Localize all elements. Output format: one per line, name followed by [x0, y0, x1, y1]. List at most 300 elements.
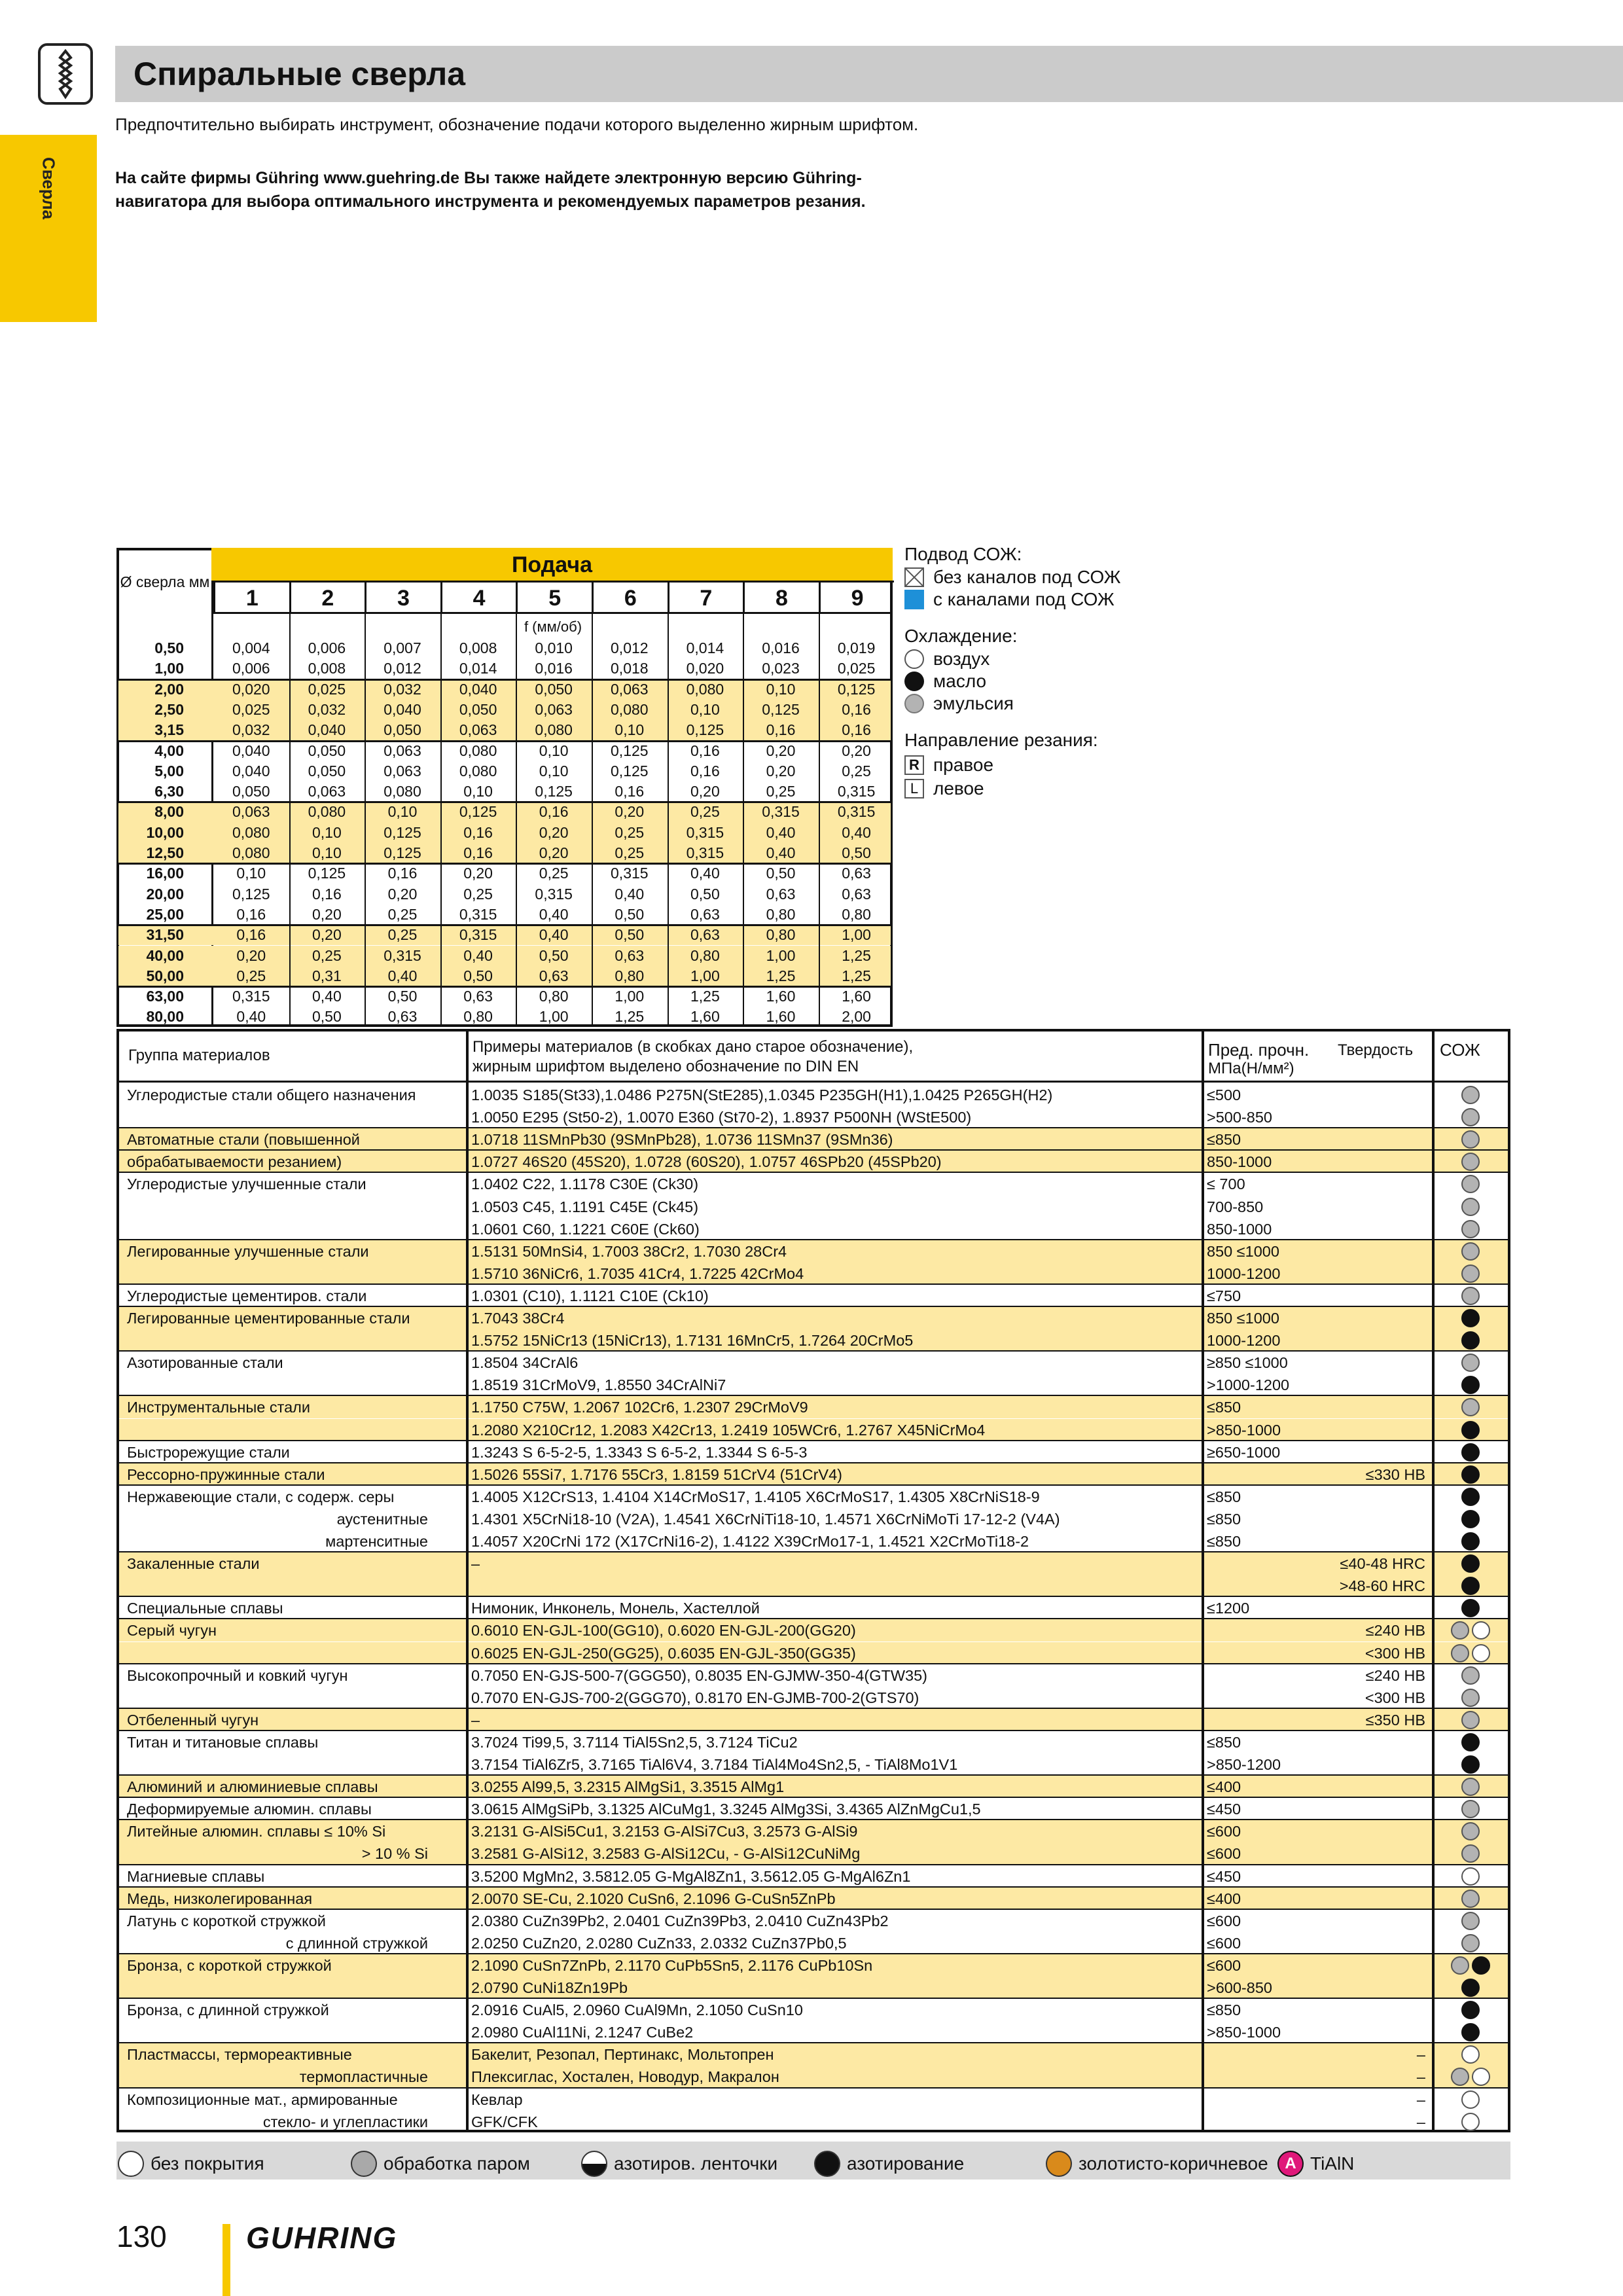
feed-row — [118, 741, 891, 761]
material-group: Легированные цементированные стали — [127, 1310, 410, 1327]
feed-column-number: 3 — [365, 581, 440, 612]
feed-value: 0,125 — [686, 721, 724, 739]
feed-column-number: 5 — [516, 581, 592, 612]
feed-group-line — [116, 679, 893, 681]
material-row — [119, 1084, 1508, 1106]
coolant-markers — [1435, 1865, 1507, 1888]
feed-value: 0,315 — [459, 905, 497, 923]
feed-value: 0,50 — [312, 1008, 342, 1026]
material-group: Медь, низколегированная — [127, 1890, 313, 1907]
feed-value: 0,20 — [463, 865, 493, 882]
feed-value: 0,63 — [690, 926, 720, 944]
material-group: Бронза, с короткой стружкой — [127, 1956, 332, 1974]
material-row — [119, 1776, 1508, 1798]
material-row — [119, 1664, 1508, 1687]
coolant-black-icon — [1461, 1733, 1480, 1751]
feed-value: 0,125 — [837, 680, 876, 698]
coolant-markers — [1435, 1173, 1507, 1195]
coolant-white-icon — [1461, 2045, 1480, 2064]
material-hardness: – — [1416, 2090, 1425, 2108]
feed-row — [118, 843, 891, 863]
feed-grid-line — [819, 581, 820, 1027]
material-group: Углеродистые цементиров. стали — [127, 1287, 367, 1304]
feed-value: 1,25 — [842, 967, 871, 984]
material-strength: ≤850 — [1207, 1533, 1241, 1550]
coolant-markers — [1435, 2043, 1507, 2066]
coolant-grey-icon — [1461, 1912, 1480, 1930]
material-row — [119, 1106, 1508, 1128]
material-row — [119, 1218, 1508, 1240]
coating-uncoated-label: без покрытия — [151, 2153, 264, 2174]
material-row — [119, 1910, 1508, 1932]
coolant-white-icon — [1461, 2090, 1480, 2109]
feed-value: 0,008 — [459, 639, 497, 656]
material-group: Латунь с короткой стружкой — [127, 1912, 326, 1929]
material-group: стекло- и углепластики — [262, 2113, 428, 2130]
material-strength: >850-1000 — [1207, 1421, 1281, 1439]
coolant-grey-icon — [1461, 1689, 1480, 1707]
material-group: с длинной стружкой — [285, 1934, 428, 1952]
material-examples: 2.1090 CuSn7ZnPb, 2.1170 CuPb5Sn5, 2.1176 CuPb10Sn — [471, 1956, 873, 1974]
feed-value: 0,10 — [690, 700, 720, 718]
feed-value: 0,50 — [690, 885, 720, 903]
footer-bar — [223, 2224, 230, 2296]
coating-nitr-band-legend — [581, 2151, 777, 2177]
material-group: Нержавеющие стали, с содерж. серы — [127, 1488, 395, 1505]
material-examples: 1.0727 46S20 (45S20), 1.0728 (60S20), 1.0757 46SPb20 (45SPb20) — [471, 1153, 942, 1171]
material-examples: 0.7050 EN-GJS-500-7(GGG50), 0.8035 EN-GJMW-350-4(GTW35) — [471, 1666, 927, 1684]
feed-value: 0,25 — [539, 865, 569, 882]
coolant-markers — [1435, 1128, 1507, 1151]
feed-value: 1,60 — [766, 1008, 796, 1026]
material-group: аустенитные — [336, 1510, 428, 1528]
material-row — [119, 1575, 1508, 1597]
with-channels-legend-label: с каналами под СОЖ — [933, 589, 1115, 609]
material-row — [119, 1263, 1508, 1285]
material-group-line — [116, 1440, 1510, 1441]
material-examples: 1.8504 34CrAl6 — [471, 1354, 579, 1372]
feed-value: 0,20 — [842, 742, 871, 759]
coolant-markers — [1435, 1731, 1507, 1753]
material-strength: ≥850 ≤1000 — [1207, 1354, 1288, 1372]
material-strength: ≤1200 — [1207, 1600, 1250, 1617]
brand-logo: GUHRING — [246, 2221, 398, 2255]
material-row — [119, 1753, 1508, 1776]
feed-value: 0,125 — [383, 844, 421, 861]
feed-group-line — [116, 924, 893, 926]
material-strength: >850-1200 — [1207, 1756, 1281, 1773]
feed-value: 0,80 — [766, 905, 796, 923]
coolant-markers — [1435, 1285, 1507, 1307]
air-legend-label: воздух — [933, 649, 990, 669]
material-group: Рессорно-пружинные стали — [127, 1465, 325, 1483]
feed-value: 0,10 — [387, 803, 418, 821]
feed-value: 0,20 — [615, 803, 645, 821]
feed-value: 1,25 — [615, 1008, 645, 1026]
with-channels-icon — [904, 590, 924, 609]
material-row — [119, 1441, 1508, 1463]
feed-value: 0,25 — [463, 885, 493, 903]
material-examples: 2.0250 CuZn20, 2.0280 CuZn33, 2.0332 CuZn37Pb0,5 — [471, 1934, 847, 1952]
feed-row — [118, 946, 891, 966]
coating-tialn-legend — [1277, 2151, 1354, 2177]
material-hardness: ≤350 HB — [1365, 1711, 1425, 1729]
intro-text: Предпочтительно выбирать инструмент, обозначение подачи которого выделенно жирным шрифтом. — [115, 115, 919, 134]
feed-value: 0,063 — [535, 700, 573, 718]
coolant-grey-icon — [1461, 1844, 1480, 1863]
material-row — [119, 1798, 1508, 1820]
no-channels-legend — [904, 566, 1121, 588]
material-strength: 850 ≤1000 — [1207, 1310, 1279, 1327]
feed-value: 0,50 — [615, 905, 645, 923]
feed-diameter: 16,00 — [146, 865, 184, 882]
coolant-markers — [1435, 1463, 1507, 1486]
feed-row — [118, 863, 891, 884]
material-row — [119, 1597, 1508, 1619]
material-examples: 2.0070 SE-Cu, 2.1020 CuSn6, 2.1096 G-CuSn5ZnPb — [471, 1890, 836, 1907]
coolant-markers — [1435, 1329, 1507, 1352]
material-group: Легированные улучшенные стали — [127, 1242, 369, 1260]
material-hardness: ≤240 HB — [1365, 1666, 1425, 1684]
material-examples: 1.0050 E295 (St50-2), 1.0070 E360 (St70-2), 1.8937 P500NH (WStE500) — [471, 1109, 972, 1126]
feed-title: Подача — [511, 552, 593, 577]
material-row — [119, 1888, 1508, 1910]
mat-header-line — [116, 1081, 1510, 1083]
feed-value: 0,063 — [308, 783, 346, 800]
diameter-column-label: Ø сверла мм — [120, 573, 210, 590]
coolant-markers — [1435, 1084, 1507, 1106]
material-strength: ≤850 — [1207, 1733, 1241, 1751]
material-examples: 1.0402 C22, 1.1178 C30E (Ck30) — [471, 1175, 699, 1193]
feed-value: 0,007 — [383, 639, 421, 656]
material-examples: 1.0035 S185(St33),1.0486 P275N(StE285),1.0345 P235GH(H1),1.0425 P265GH(H2) — [471, 1086, 1053, 1103]
coolant-markers — [1435, 1352, 1507, 1374]
feed-diameter: 63,00 — [146, 988, 184, 1005]
coolant-markers — [1435, 1776, 1507, 1798]
feed-grid-line — [668, 581, 669, 1027]
coolant-grey-icon — [1461, 1175, 1480, 1193]
material-examples: 1.7043 38Cr4 — [471, 1310, 565, 1327]
material-strength: ≥650-1000 — [1207, 1443, 1281, 1461]
material-strength: ≤850 — [1207, 1131, 1241, 1149]
material-row — [119, 1151, 1508, 1173]
feed-value: 0,080 — [535, 721, 573, 739]
coolant-markers — [1435, 1842, 1507, 1865]
material-examples: 2.0380 CuZn39Pb2, 2.0401 CuZn39Pb3, 2.0410 CuZn43Pb2 — [471, 1912, 889, 1929]
material-group-line — [116, 1306, 1510, 1307]
material-examples: 3.2581 G-AlSi12, 3.2583 G-AlSi12Cu, - G-AlSi12CuNiMg — [471, 1845, 861, 1863]
feed-value: 0,63 — [615, 946, 645, 964]
coolant-markers — [1435, 1106, 1507, 1128]
no-channels-icon — [904, 567, 924, 587]
feed-value: 0,10 — [463, 783, 493, 800]
coolant-grey-icon — [1451, 1644, 1469, 1662]
coating-nitriding-label: азотирование — [847, 2153, 965, 2174]
material-examples: 1.5026 55Si7, 1.7176 55Cr3, 1.8159 51CrV4 (51CrV4) — [471, 1465, 842, 1483]
coolant-black-icon — [1461, 1488, 1480, 1506]
feed-value: 0,10 — [539, 742, 569, 759]
feed-grid-line — [592, 581, 593, 1027]
coating-tialn-label: TiAlN — [1310, 2153, 1355, 2174]
feed-value: 0,40 — [766, 823, 796, 841]
feed-value: 0,63 — [842, 885, 871, 903]
material-strength: >500-850 — [1207, 1109, 1272, 1126]
material-group-line — [116, 1149, 1510, 1151]
feed-value: 0,032 — [308, 700, 346, 718]
feed-value: 0,125 — [383, 823, 421, 841]
material-group: Литейные алюмин. сплавы ≤ 10% Si — [127, 1823, 386, 1840]
feed-value: 0,050 — [308, 742, 346, 759]
feed-value: 0,20 — [690, 783, 720, 800]
material-examples: Бакелит, Резопал, Пертинакс, Мольтопрен — [471, 2046, 774, 2064]
material-row — [119, 1396, 1508, 1418]
feed-diameter: 12,50 — [146, 844, 184, 861]
feed-column-number: 9 — [819, 581, 895, 612]
coating-nitriding-icon — [814, 2151, 840, 2177]
material-examples: 2.0790 CuNi18Zn19Pb — [471, 1979, 628, 1996]
material-examples: 0.6010 EN-GJL-100(GG10), 0.6020 EN-GJL-200(GG20) — [471, 1622, 856, 1640]
feed-value: 0,125 — [535, 783, 573, 800]
feed-value: 2,00 — [842, 1008, 871, 1026]
oil-legend-label: масло — [933, 671, 987, 691]
coolant-markers — [1435, 1530, 1507, 1552]
cooling-heading-label: Охлаждение: — [904, 626, 1018, 646]
feed-value: 0,16 — [842, 721, 871, 739]
coolant-black-icon — [1461, 1554, 1480, 1573]
coolant-grey-icon — [1461, 1822, 1480, 1840]
material-examples: Плексиглас, Хостален, Новодур, Макралон — [471, 2068, 779, 2086]
material-strength: ≤500 — [1207, 1086, 1241, 1103]
coating-gold-label: золотисто-коричневое — [1079, 2153, 1268, 2174]
drill-icon — [38, 43, 93, 105]
feed-value: 0,315 — [686, 823, 724, 841]
feed-value: 0,315 — [762, 803, 800, 821]
feed-value: 0,16 — [539, 803, 569, 821]
material-group-line — [116, 2087, 1510, 2089]
feed-value: 0,20 — [236, 946, 266, 964]
material-hardness: – — [1416, 2046, 1425, 2064]
feed-value: 0,20 — [387, 885, 418, 903]
material-group-line — [116, 1819, 1510, 1820]
feed-value: 0,25 — [236, 967, 266, 984]
feed-row — [118, 823, 891, 843]
coolant-markers — [1435, 1709, 1507, 1731]
coolant-grey-icon — [1461, 1265, 1480, 1283]
feed-value: 0,40 — [236, 1008, 266, 1026]
cooling-heading — [904, 625, 1017, 647]
coolant-grey-icon — [1461, 1354, 1480, 1372]
feed-value: 0,10 — [312, 823, 342, 841]
material-group: Деформируемые алюмин. сплавы — [127, 1801, 372, 1818]
feed-column-number: 7 — [668, 581, 743, 612]
material-examples: 3.0255 Al99,5, 3.2315 AlMgSi1, 3.3515 AlMg1 — [471, 1778, 785, 1796]
material-row — [119, 2066, 1508, 2088]
feed-diameter: 4,00 — [154, 742, 184, 759]
feed-value: 0,16 — [387, 865, 418, 882]
material-examples: 1.3243 S 6-5-2-5, 1.3343 S 6-5-2, 1.3344 S 6-5-3 — [471, 1443, 808, 1461]
material-column-line — [1432, 1029, 1435, 2132]
feed-value: 0,16 — [236, 926, 266, 944]
feed-value: 0,315 — [459, 926, 497, 944]
material-examples: 2.0980 CuAl11Ni, 2.1247 CuBe2 — [471, 2024, 694, 2041]
material-row — [119, 1285, 1508, 1307]
material-group-line — [116, 1730, 1510, 1731]
feed-value: 0,006 — [308, 639, 346, 656]
material-row — [119, 1508, 1508, 1530]
feed-value: 0,80 — [842, 905, 871, 923]
air-legend — [904, 648, 990, 670]
material-examples: 1.4057 X20CrNi 172 (X17CrNi16-2), 1.4122 X39CrMo17-1, 1.4521 X2CrMoTi18-2 — [471, 1533, 1029, 1550]
coolant-grey-icon — [1451, 1621, 1469, 1640]
coating-nitr-band-label: азотиров. ленточки — [614, 2153, 778, 2174]
coolant-supply-heading-label: Подвод СОЖ: — [904, 544, 1022, 564]
material-strength: >600-850 — [1207, 1979, 1272, 1996]
coolant-grey-icon — [1461, 1108, 1480, 1126]
feed-value: 0,020 — [686, 660, 724, 677]
feed-value: 0,40 — [463, 946, 493, 964]
material-column-line — [1202, 1029, 1204, 2132]
feed-value: 0,16 — [463, 844, 493, 861]
material-row — [119, 1709, 1508, 1731]
material-strength: ≤850 — [1207, 1510, 1241, 1528]
coolant-markers — [1435, 1954, 1507, 1977]
feed-row — [118, 1007, 891, 1027]
feed-value: 0,006 — [232, 660, 270, 677]
feed-value: 0,40 — [842, 823, 871, 841]
coolant-black-icon — [1461, 1443, 1480, 1462]
feed-row — [118, 720, 891, 740]
coolant-grey-icon — [1451, 2068, 1469, 2086]
material-group-line — [116, 2042, 1510, 2043]
material-group-line — [116, 1708, 1510, 1709]
no-channels-legend-label: без каналов под СОЖ — [933, 567, 1121, 587]
coolant-markers — [1435, 2111, 1507, 2133]
feed-value: 0,50 — [615, 926, 645, 944]
feed-value: 0,16 — [312, 885, 342, 903]
material-group-line — [116, 1953, 1510, 1954]
coating-uncoated-legend — [118, 2151, 264, 2177]
material-group: Алюминий и алюминиевые сплавы — [127, 1778, 378, 1796]
material-row — [119, 1999, 1508, 2021]
right-legend-label: правое — [933, 755, 994, 775]
material-strength: ≤400 — [1207, 1778, 1241, 1796]
coolant-markers — [1435, 2066, 1507, 2088]
material-strength: ≤600 — [1207, 1956, 1241, 1974]
oil-legend — [904, 670, 986, 692]
material-strength: ≤400 — [1207, 1890, 1241, 1907]
left-legend — [904, 778, 984, 800]
mat-h-coolant: СОЖ — [1440, 1040, 1480, 1060]
material-examples: 1.8519 31CrMoV9, 1.8550 34CrAlNi7 — [471, 1376, 726, 1394]
coolant-markers — [1435, 1597, 1507, 1619]
feed-diameter: 50,00 — [146, 967, 184, 984]
feed-value: 1,25 — [690, 988, 720, 1005]
coolant-markers — [1435, 1240, 1507, 1263]
material-strength: 850 ≤1000 — [1207, 1242, 1279, 1260]
coolant-markers — [1435, 1820, 1507, 1842]
intro-bold-text: На сайте фирмы Gühring www.guehring.de Вы также найдете электронную версию Gühring-навигатора для выбора оптимального инструмента и рекомендуемых параметров резания. — [115, 169, 866, 211]
coolant-black-icon — [1461, 1376, 1480, 1394]
feed-column-number: 8 — [743, 581, 819, 612]
material-group: Автоматные стали (повышенной — [127, 1131, 360, 1149]
material-examples: 3.0615 AlMgSiPb, 3.1325 AlCuMg1, 3.3245 AlMg3Si, 3.4365 AlZnMgCu1,5 — [471, 1801, 981, 1818]
feed-grid-line — [440, 581, 442, 1027]
material-row — [119, 1619, 1508, 1641]
coolant-grey-icon — [1461, 1242, 1480, 1261]
feed-value: 0,010 — [535, 639, 573, 656]
mat-h-examples: Примеры материалов (в скобках дано старое обозначение), жирным шрифтом выделено обозначение по DIN EN — [473, 1038, 914, 1075]
feed-value: 0,008 — [308, 660, 346, 677]
oil-icon — [904, 672, 924, 691]
material-group-line — [116, 1395, 1510, 1396]
feed-value: 0,40 — [615, 885, 645, 903]
feed-value: 0,25 — [690, 803, 720, 821]
feed-value: 0,040 — [232, 742, 270, 759]
with-channels-legend — [904, 588, 1115, 611]
coolant-grey-icon — [1461, 1800, 1480, 1818]
material-strength: 1000-1200 — [1207, 1265, 1281, 1282]
material-group: Инструментальные стали — [127, 1399, 311, 1416]
feed-value: 0,014 — [686, 639, 724, 656]
material-group-line — [116, 1774, 1510, 1776]
feed-grid-line — [743, 581, 744, 1027]
feed-value: 0,25 — [387, 926, 418, 944]
material-strength: ≤600 — [1207, 1934, 1241, 1952]
material-group: > 10 % Si — [361, 1845, 428, 1863]
feed-value: 0,80 — [463, 1008, 493, 1026]
material-group-line — [116, 1909, 1510, 1910]
feed-row — [118, 638, 891, 658]
feed-value: 0,040 — [459, 680, 497, 698]
material-group-line — [116, 1127, 1510, 1128]
material-examples: 1.2080 X210Cr12, 1.2083 X42Cr13, 1.2419 105WCr6, 1.2767 X45NiCrMo4 — [471, 1421, 986, 1439]
feed-diameter: 8,00 — [154, 803, 184, 821]
coolant-black-icon — [1461, 1979, 1480, 1997]
feed-value: 0,040 — [232, 762, 270, 780]
coolant-black-icon — [1461, 1465, 1480, 1484]
coolant-markers — [1435, 1977, 1507, 1999]
coolant-grey-icon — [1461, 1287, 1480, 1305]
coolant-markers — [1435, 1307, 1507, 1329]
material-row — [119, 1240, 1508, 1263]
feed-value: 0,019 — [837, 639, 876, 656]
feed-unit: f (мм/об) — [211, 612, 893, 638]
feed-row — [118, 986, 891, 1007]
feed-value: 0,080 — [308, 803, 346, 821]
mat-h-group: Группа материалов — [128, 1047, 270, 1064]
coolant-white-icon — [1472, 2068, 1490, 2086]
feed-value: 0,025 — [232, 700, 270, 718]
coolant-markers — [1435, 2089, 1507, 2111]
feed-grid-line — [365, 581, 366, 1027]
feed-value: 0,40 — [690, 865, 720, 882]
material-strength: ≤450 — [1207, 1867, 1241, 1885]
coolant-markers — [1435, 1910, 1507, 1932]
coolant-black-icon — [1461, 1510, 1480, 1528]
material-group: Высокопрочный и ковкий чугун — [127, 1666, 348, 1684]
feed-value: 0,25 — [615, 823, 645, 841]
feed-value: 0,10 — [615, 721, 645, 739]
material-examples: 1.4005 X12CrS13, 1.4104 X14CrMoS17, 1.4105 X6CrMoS17, 1.4305 X8CrNiS18-9 — [471, 1488, 1040, 1505]
feed-value: 0,050 — [383, 721, 421, 739]
material-row — [119, 1842, 1508, 1865]
material-examples: GFK/CFK — [471, 2113, 538, 2130]
feed-value: 0,040 — [383, 700, 421, 718]
material-row — [119, 1820, 1508, 1842]
material-group: Специальные сплавы — [127, 1600, 283, 1617]
material-row — [119, 1687, 1508, 1709]
feed-value: 1,25 — [842, 946, 871, 964]
